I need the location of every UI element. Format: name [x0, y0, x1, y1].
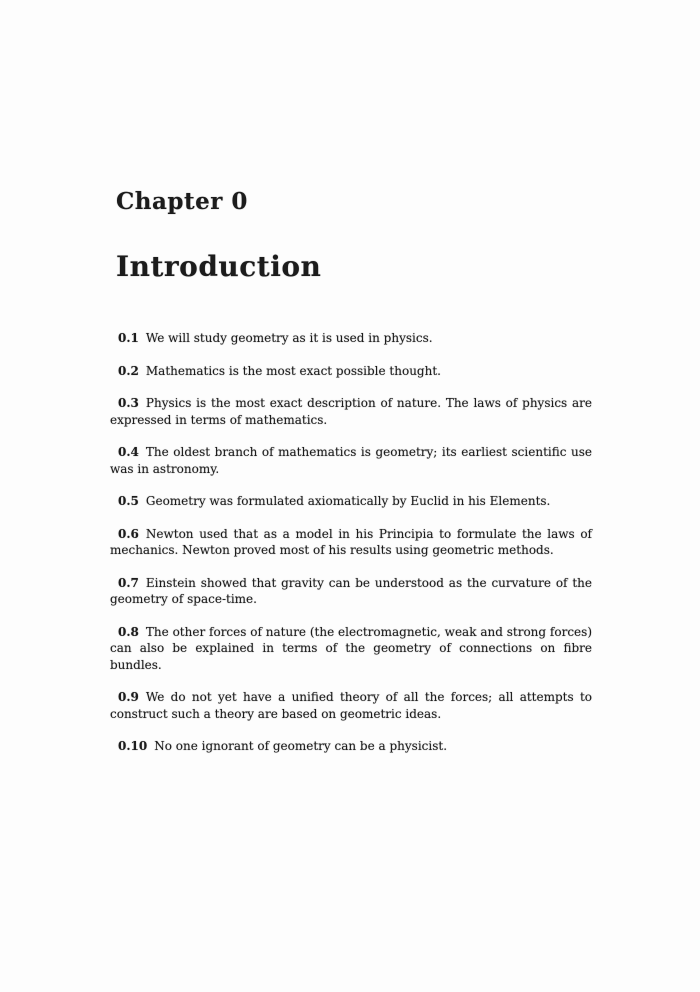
list-item — [110, 575, 592, 608]
list-item — [110, 330, 592, 347]
item-number: 0.10 — [118, 739, 148, 753]
list-item — [110, 738, 592, 755]
list-item — [110, 493, 592, 510]
item-text: Einstein showed that gravity can be understood as the curvature of the geometry of space-time. — [110, 575, 592, 606]
item-list — [110, 330, 592, 755]
item-number: 0.5 — [118, 494, 139, 508]
list-item — [110, 526, 592, 559]
item-text: Geometry was formulated axiomatically by Euclid in his Elements. — [145, 494, 551, 508]
item-text: The other forces of nature (the electromagnetic, weak and strong forces) can also be explained in terms of the geometry of connections on fibre bundles. — [110, 624, 592, 672]
item-text: We do not yet have a unified theory of all the forces; all attempts to construct such a theory are based on geometric ideas. — [110, 690, 592, 721]
list-item — [110, 363, 592, 380]
item-number: 0.6 — [118, 526, 139, 541]
item-text: We will study geometry as it is used in physics. — [145, 331, 433, 345]
chapter-title-heading: Introduction — [116, 250, 322, 283]
chapter-number-heading: Chapter 0 — [116, 188, 248, 215]
item-text: No one ignorant of geometry can be a physicist. — [154, 739, 448, 753]
item-text: Physics is the most exact description of nature. The laws of physics are expressed in terms of mathematics. — [110, 396, 592, 427]
item-text: Mathematics is the most exact possible thought. — [145, 363, 441, 378]
item-text: Newton used that as a model in his Principia to formulate the laws of mechanics. Newton proved most of his results using geometric methods. — [110, 526, 592, 557]
list-item — [110, 689, 592, 722]
list-item — [110, 624, 592, 674]
item-number: 0.9 — [118, 690, 139, 704]
item-number: 0.4 — [118, 445, 139, 459]
item-number: 0.7 — [118, 575, 139, 590]
item-number: 0.8 — [118, 624, 139, 639]
item-text: The oldest branch of mathematics is geometry; its earliest scientific use was in astronomy. — [110, 445, 592, 476]
item-number: 0.2 — [118, 363, 139, 378]
item-number: 0.3 — [118, 396, 139, 410]
page-content — [110, 188, 592, 771]
list-item — [110, 444, 592, 477]
item-number: 0.1 — [118, 331, 139, 345]
list-item — [110, 395, 592, 428]
